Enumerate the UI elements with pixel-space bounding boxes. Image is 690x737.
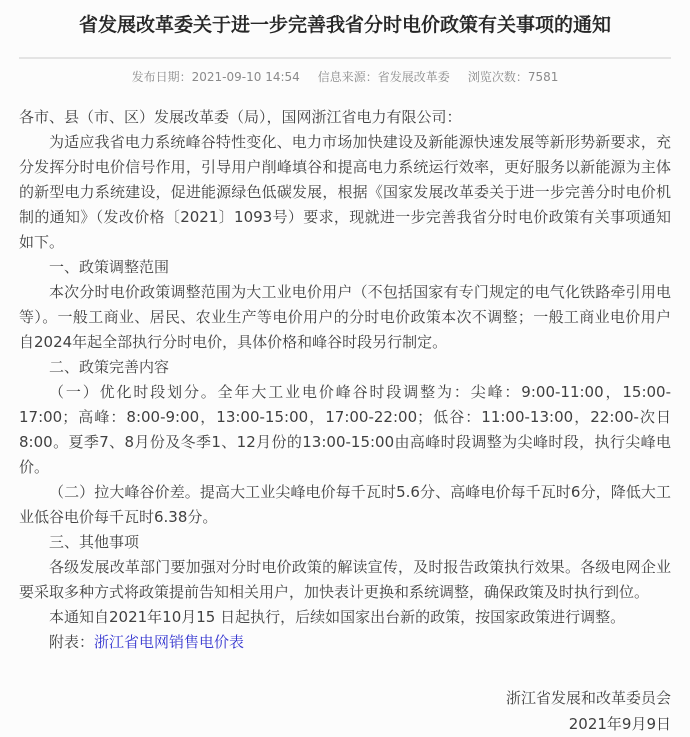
body-paragraph-intro: 为适应我省电力系统峰谷特性变化、电力市场加快建设及新能源快速发展等新形势新要求，充分发挥分时电价信号作用，引导用户削峰填谷和提高电力系统运行效率，更好服务以新能源为主体的新型电力系统建设，促进能源绿色低碳发展，根据《国家发展改革委关于进一步完善分时电价机制的通知》（发改价格〔2021〕1093号）要求，现就进一步完善我省分时电价政策有关事项通知如下。	[19, 132, 671, 251]
signature-org: 浙江省发展和改革委员会	[505, 688, 671, 707]
meta-bar	[19, 69, 671, 85]
attachment-link[interactable]: 浙江省电网销售电价表	[94, 632, 245, 651]
attachment-row	[19, 630, 671, 655]
page-title: 省发展改革委关于进一步完善我省分时电价政策有关事项的通知	[78, 14, 611, 36]
attachment-label: 附表：	[49, 632, 95, 651]
view-count	[468, 70, 559, 84]
body-paragraph-other: 各级发展改革部门要加强对分时电价政策的解读宣传，及时报告政策执行效果。各级电网企业要采取多种方式将政策提前告知相关用户，加快表计更换和系统调整，确保政策及时执行到位。	[19, 557, 671, 601]
view-count-value: 7581	[527, 69, 559, 84]
view-count-label: 浏览次数：	[467, 69, 528, 84]
publish-date-value: 2021-09-10 14:54	[191, 69, 300, 84]
publish-date-label: 发布日期：	[131, 69, 192, 84]
body-paragraph-periods: （一）优化时段划分。全年大工业电价峰谷时段调整为：尖峰：9:00-11:00，15:00-17:00；高峰：8:00-9:00，13:00-15:00，17:00-22:00；低谷：11:00-13:00，22:00-次日8:00。夏季7、8月份及冬季1、12月份的13:00-15:00由高峰时段调整为尖峰时段，执行尖峰电价。	[19, 382, 671, 476]
info-source-label: 信息来源：	[317, 69, 378, 84]
signature-block	[19, 685, 671, 737]
body-paragraph-effective-date: 本通知自2021年10月15 日起执行，后续如国家出台新的政策，按国家政策进行调整。	[49, 607, 626, 626]
signature-date: 2021年9月9日	[568, 714, 671, 733]
info-source	[318, 70, 450, 84]
info-source-value: 省发展改革委	[377, 69, 450, 84]
body-paragraph-price-gap: （二）拉大峰谷价差。提高大工业尖峰电价每千瓦时5.6分、高峰电价每千瓦时6分，降低大工业低谷电价每千瓦时6.38分。	[19, 482, 671, 526]
document-body	[19, 105, 671, 655]
publish-date	[132, 70, 300, 84]
salutation: 各市、县（市、区）发展改革委（局），国网浙江省电力有限公司：	[19, 107, 462, 126]
body-paragraph-scope: 本次分时电价政策调整范围为大工业电价用户（不包括国家有专门规定的电气化铁路牵引用电等）。一般工商业、居民、农业生产等电价用户的分时电价政策本次不调整；一般工商业电价用户自2024年起全部执行分时电价，具体价格和峰谷时段另行制定。	[19, 282, 671, 351]
section-heading-2: 二、政策完善内容	[49, 357, 170, 376]
section-heading-1: 一、政策调整范围	[49, 257, 170, 276]
title-divider	[19, 57, 671, 59]
section-heading-3: 三、其他事项	[49, 532, 140, 551]
